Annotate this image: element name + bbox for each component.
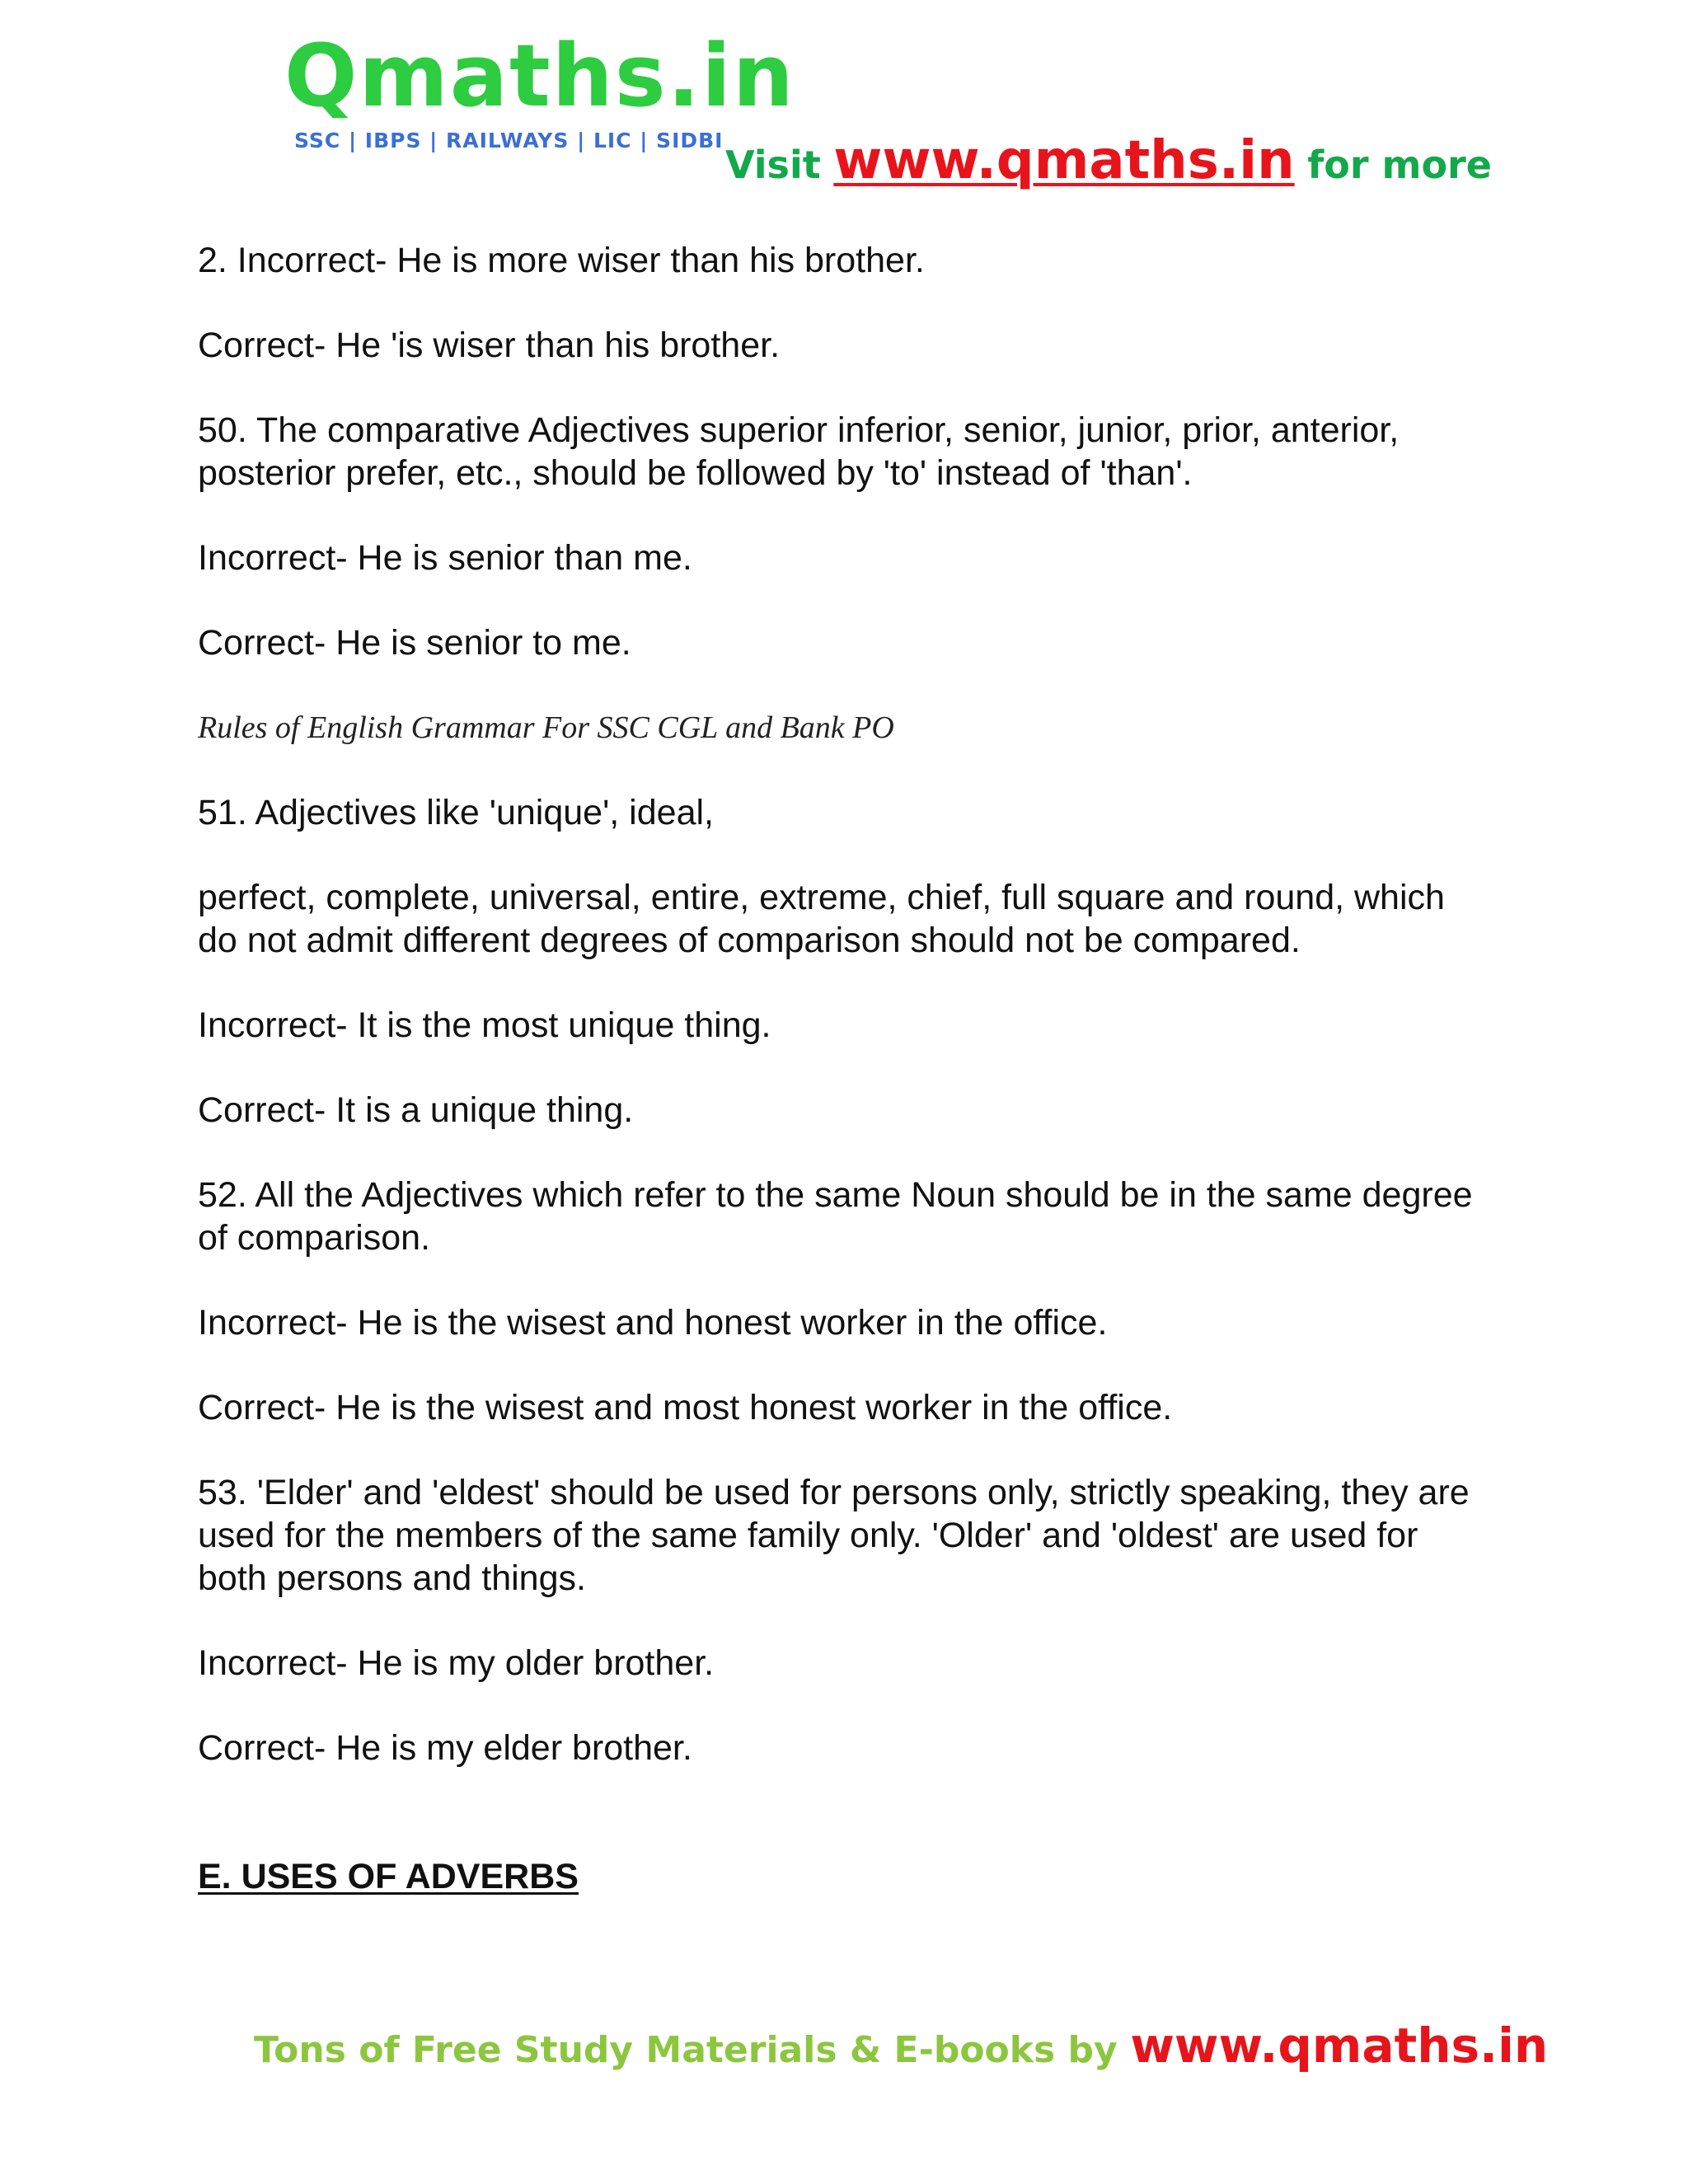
paragraph-rule-50-incorrect: Incorrect- He is senior than me.	[198, 538, 692, 578]
paragraph-rule-53: 53. 'Elder' and 'eldest' should be used for persons only, strictly speaking, they are used for the members of the same family only. 'Older' and 'oldest' are used for both persons and things.	[198, 1473, 1470, 1598]
logo-tagline: SSC | IBPS | RAILWAYS | LIC | SIDBI	[294, 129, 724, 152]
section-heading: E. USES OF ADVERBS	[198, 1857, 579, 1896]
italic-subtitle: Rules of English Grammar For SSC CGL and Bank PO	[198, 710, 894, 745]
footer-text: Tons of Free Study Materials & E-books by	[254, 2029, 1118, 2071]
paragraph-rule-53-incorrect: Incorrect- He is my older brother.	[198, 1643, 715, 1683]
paragraph-rule-51: 51. Adjectives like 'unique', ideal,	[198, 793, 714, 832]
paragraph-rule-53-correct: Correct- He is my elder brother.	[198, 1728, 692, 1768]
paragraph-rule-51-continued: perfect, complete, universal, entire, extreme, chief, full square and round, which do not admit different degrees of comparison should not be compared.	[198, 878, 1445, 960]
paragraph-rule-52-incorrect: Incorrect- He is the wisest and honest worker in the office.	[198, 1303, 1108, 1343]
paragraph-rule-51-correct: Correct- It is a unique thing.	[198, 1090, 634, 1130]
visit-more-text: for more	[1307, 143, 1492, 187]
paragraph-rule-52: 52. All the Adjectives which refer to the same Noun should be in the same degree of comparison.	[198, 1175, 1473, 1258]
paragraph-rule-2-correct: Correct- He 'is wiser than his brother.	[198, 326, 781, 365]
footer-url-link[interactable]: www.qmaths.in	[1130, 2018, 1549, 2074]
paragraph-rule-52-correct: Correct- He is the wisest and most honest worker in the office.	[198, 1388, 1173, 1427]
document-body	[198, 239, 1484, 1898]
visit-word: Visit	[725, 143, 821, 187]
footer-banner	[254, 2018, 1548, 2074]
paragraph-rule-50-correct: Correct- He is senior to me.	[198, 623, 631, 663]
paragraph-rule-51-incorrect: Incorrect- It is the most unique thing.	[198, 1005, 771, 1045]
qmaths-logo	[284, 26, 795, 152]
paragraph-rule-2-incorrect: 2. Incorrect- He is more wiser than his brother.	[198, 241, 925, 280]
logo-title: Qmaths.in	[284, 26, 795, 126]
visit-url-link[interactable]: www.qmaths.in	[833, 130, 1295, 191]
paragraph-rule-50: 50. The comparative Adjectives superior inferior, senior, junior, prior, anterior, posterior prefer, etc., should be followed by 'to' instead of 'than'.	[198, 410, 1400, 493]
visit-banner	[725, 130, 1492, 191]
